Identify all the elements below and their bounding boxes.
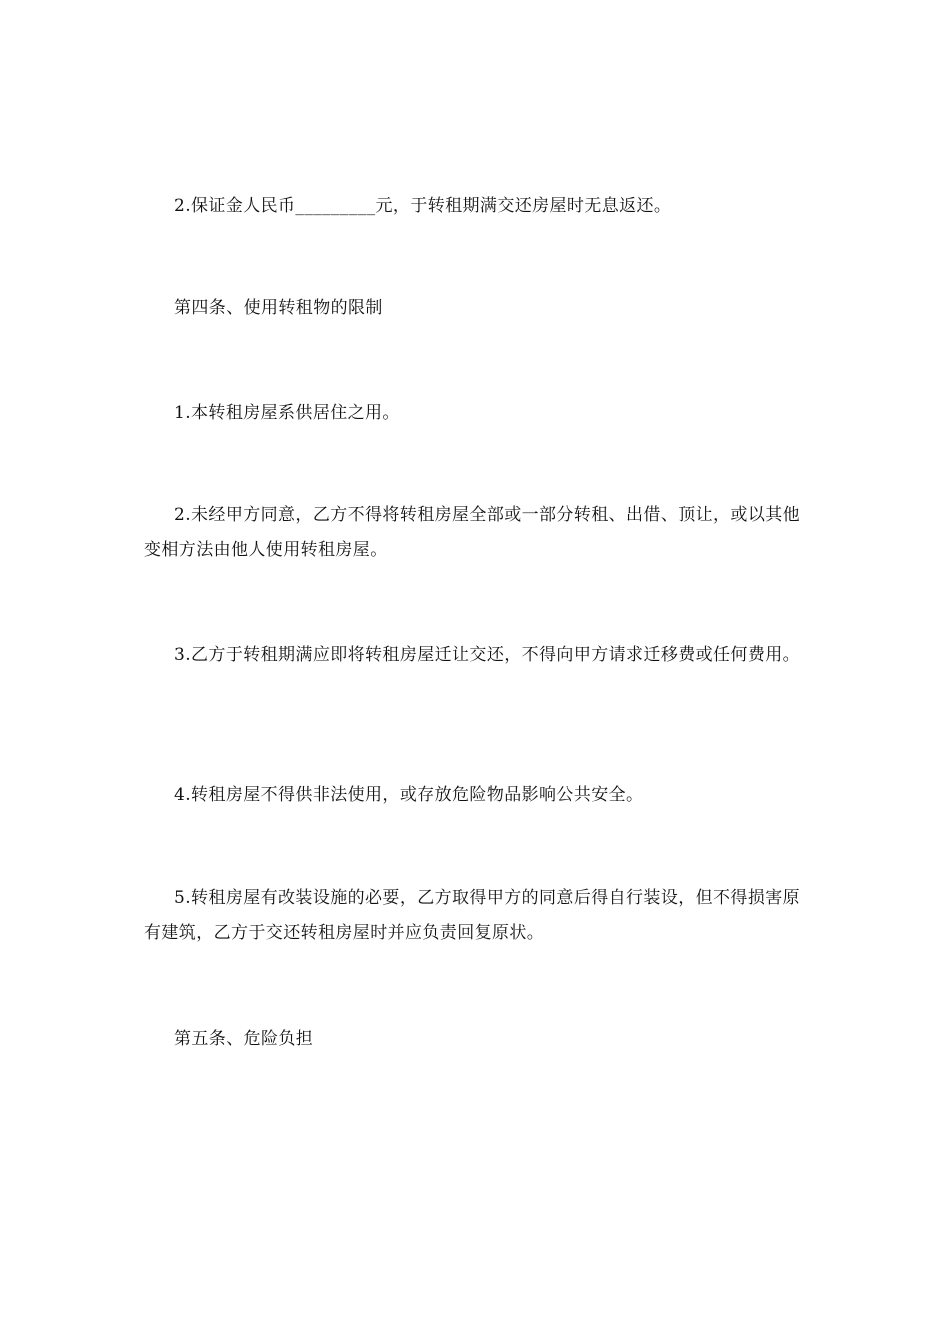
- article-four-heading: 第四条、使用转租物的限制: [174, 298, 383, 318]
- usage-clause-4: 4.转租房屋不得供非法使用，或存放危险物品影响公共安全。: [174, 785, 644, 805]
- usage-clause-5: 5.转租房屋有改装设施的必要，乙方取得甲方的同意后得自行装设，但不得损害原有建筑，乙方于交还转租房屋时并应负责回复原状。: [144, 888, 801, 943]
- article-five-heading: 第五条、危险负担: [174, 1029, 314, 1049]
- usage-clause-1: 1.本转租房屋系供居住之用。: [174, 403, 400, 423]
- usage-clause-3: 3.乙方于转租期满应即将转租房屋迁让交还，不得向甲方请求迁移费或任何费用。: [174, 645, 801, 665]
- usage-clause-2: 2.未经甲方同意，乙方不得将转租房屋全部或一部分转租、出借、顶让，或以其他变相方法由他人使用转租房屋。: [144, 505, 801, 560]
- deposit-clause: 2.保证金人民币_________元，于转租期满交还房屋时无息返还。: [174, 196, 672, 216]
